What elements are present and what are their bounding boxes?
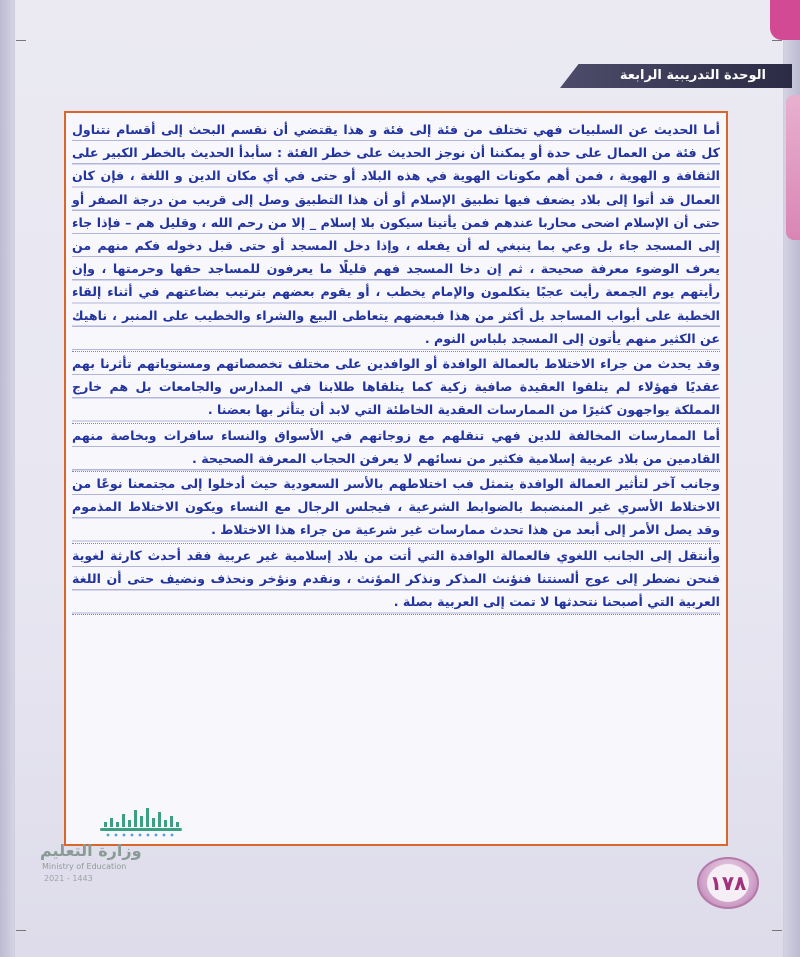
paragraph-belief-influence: وقد يحدث من جراء الاختلاط بالعمالة الوافدة أو الوافدين على مختلف تخصصاتهم ومستوياتهم تأثرنا بهم عقديًا فهؤلاء لم يتلقوا العقيدة صافية زكية كما يتلقاها طلابنا في المدارس والجامعات بل هم خارج المملكة يواجهون كثيرًا من الممارسات العقدية الخاطئة التي لابد أن يتأثر بها بعضنا . bbox=[72, 352, 720, 424]
page-number: ١٧٨ bbox=[709, 871, 747, 895]
crop-mark bbox=[772, 930, 782, 931]
ministry-name-ar: وزارة التعليم bbox=[40, 841, 142, 860]
ministry-logo-icon bbox=[98, 800, 184, 840]
side-tab bbox=[786, 95, 800, 240]
page-fold-left bbox=[0, 0, 14, 957]
corner-tab bbox=[770, 0, 800, 40]
crop-mark bbox=[772, 40, 782, 41]
crop-mark bbox=[16, 40, 26, 41]
ministry-name-en: Ministry of Education bbox=[42, 862, 127, 871]
unit-title: الوحدة التدريبية الرابعة bbox=[619, 68, 766, 83]
body-text bbox=[72, 118, 720, 615]
crop-mark bbox=[16, 930, 26, 931]
paragraph-negatives-culture: أما الحديث عن السلبيات فهي تختلف من فئة إلى فئة و هذا يقتضي أن نقسم البحث إلى أقسام نتناول كل فئة من العمال على حدة أو يمكننا أن نوجز الحديث على خطر الفئة : سأبدأ الحديث بالخطر الكبير على الثقافة و الهوية ، فمن أهم مكونات الهوية في هذه البلاد أو حتى في أي مكان الدين و اللغة ، فإن كان العمال قد أتوا إلى بلاد يضعف فيها تطبيق الإسلام أو أن هذا التطبيق وصل إلى قريب من درجة الصفر أو حتى أن الإسلام اضحى محاربا عندهم فمن يأتينا سيكون بلا إسلام _ إلا من رحم الله ، وقليل هم – فإذا جاء إلى المسجد جاء بل وعي بما ينبغي له أن يفعله ، وإذا دخل المسجد أو حتى قبل دخوله فكم منهم من يعرف الوضوء معرفة صحيحة ، ثم إن دخا المسجد فهم قليلًا ما يعرفون للمساجد حقها وحرمتها ، وإن رأيتهم يوم الجمعة رأيت عجبًا يتكلمون والإمام يخطب ، أو يقوم بعضهم بترتيب بضاعتهم في أثناء إلقاء الخطبة على أبواب المساجد بل أكثر من هذا فبعضهم يتعاطى البيع والشراء والخطيب على المنبر ، ناهيك عن الكثير منهم يأتون إلى المسجد بلباس النوم . bbox=[72, 118, 720, 352]
paragraph-family-mixing: وجانب آخر لتأثير العمالة الوافدة يتمثل فب اختلاطهم بالأسر السعودية حيث أدخلوا إلى مجتمعنا نوعًا من الاختلاط الأسري غير المنضبط بالضوابط الشرعية ، فيجلس الرجال مع النساء ويكون الاختلاط المذموم وقد يصل الأمر إلى أبعد من هذا تحدث ممارسات غير شرعية من جراء هذا الاختلاط . bbox=[72, 472, 720, 544]
paragraph-religious-practices: أما الممارسات المخالفة للدين فهي تنقلهم مع زوجاتهم في الأسواق والنساء سافرات وبخاصة منهم القادمين من بلاد عربية إسلامية فكثير من نسائهم لا يعرفن الحجاب المعرفة الصحيحة . bbox=[72, 424, 720, 472]
ministry-year: 2021 - 1443 bbox=[44, 874, 93, 883]
ministry-logo bbox=[40, 800, 190, 890]
paragraph-language-impact: وأنتقل إلى الجانب اللغوي فالعمالة الوافدة التي أتت من بلاد إسلامية غير عربية فقد أحدث كارثة لغوية فنحن نضطر إلى عوج ألسنتنا فنؤنث المذكر ونذكر المؤنث ، ونقدم ونؤخر ونحذف ونضيف حتى أن اللغة العربية التي أصبحنا نتحدثها لا تمت إلى العربية بصلة . bbox=[72, 544, 720, 616]
